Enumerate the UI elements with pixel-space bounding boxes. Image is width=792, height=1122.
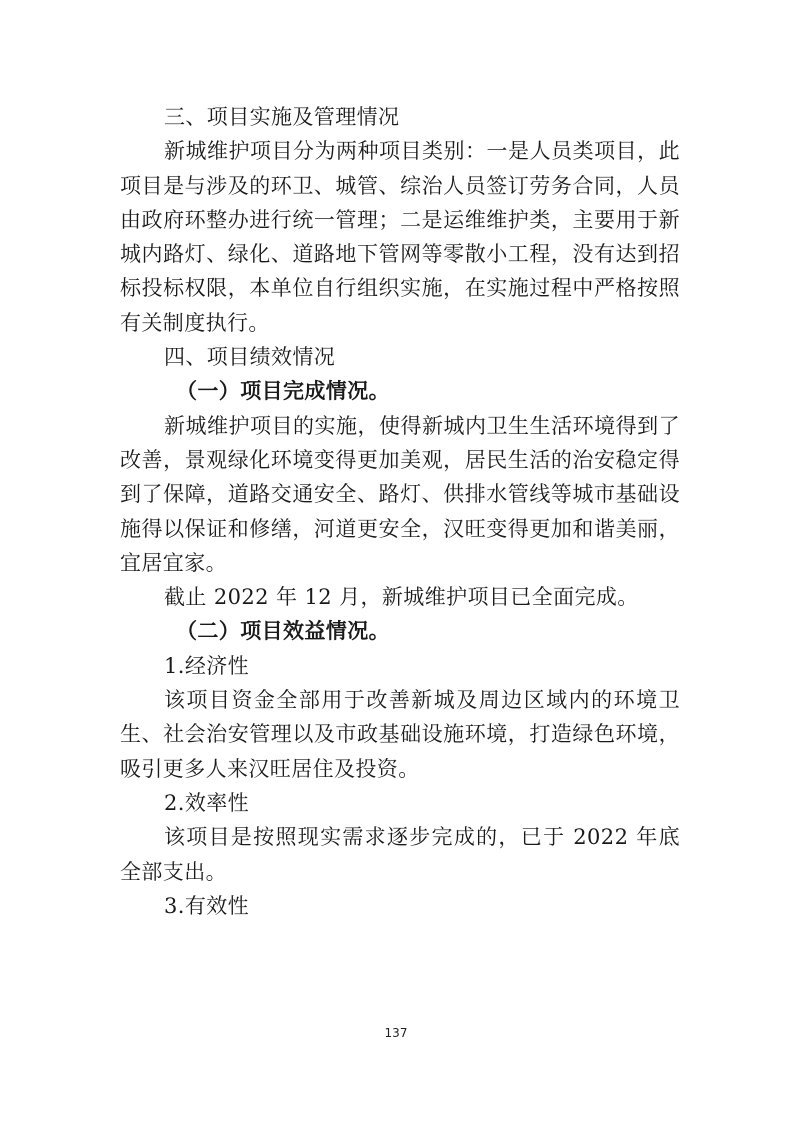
item-2-heading: 2.效率性 [164, 790, 250, 815]
item-3-heading: 3.有效性 [164, 893, 250, 918]
subsection-2-heading: （二）项目效益情况。 [176, 619, 390, 644]
section-4-heading: 四、项目绩效情况 [164, 345, 336, 370]
subsection-1-heading: （一）项目完成情况。 [176, 379, 390, 404]
section-3-heading: 三、项目实施及管理情况 [164, 105, 400, 129]
item-1-heading: 1.经济性 [164, 653, 250, 678]
subsection-1-paragraph-2: 截止 2022 年 12 月，新城维护项目已全面完成。 [164, 585, 639, 610]
item-1-paragraph: 该项目资金全部用于改善新城及周边区域内的环境卫生、社会治安管理以及市政基础设施环境，打造绿色环境，吸引更多人来汉旺居住及投资。 [120, 688, 680, 781]
page-number: 137 [384, 1026, 408, 1040]
subsection-1-paragraph-1: 新城维护项目的实施，使得新城内卫生生活环境得到了改善，景观绿化环境变得更加美观，居民生活的治安稳定得到了保障，道路交通安全、路灯、供排水管线等城市基础设施得以保证和修缮，河道更安全，汉旺变得更加和谐美丽，宜居宜家。 [120, 413, 680, 575]
section-3-paragraph: 新城维护项目分为两种项目类别：一是人员类项目，此项目是与涉及的环卫、城管、综治人员签订劳务合同，人员由政府环整办进行统一管理；二是运维维护类，主要用于新城内路灯、绿化、道路地下管网等零散小工程，没有达到招标投标权限，本单位自行组织实施，在实施过程中严格按照有关制度执行。 [120, 139, 680, 335]
document-body [120, 100, 680, 923]
item-2-paragraph: 该项目是按照现实需求逐步完成的，已于 2022 年底全部支出。 [120, 825, 680, 884]
